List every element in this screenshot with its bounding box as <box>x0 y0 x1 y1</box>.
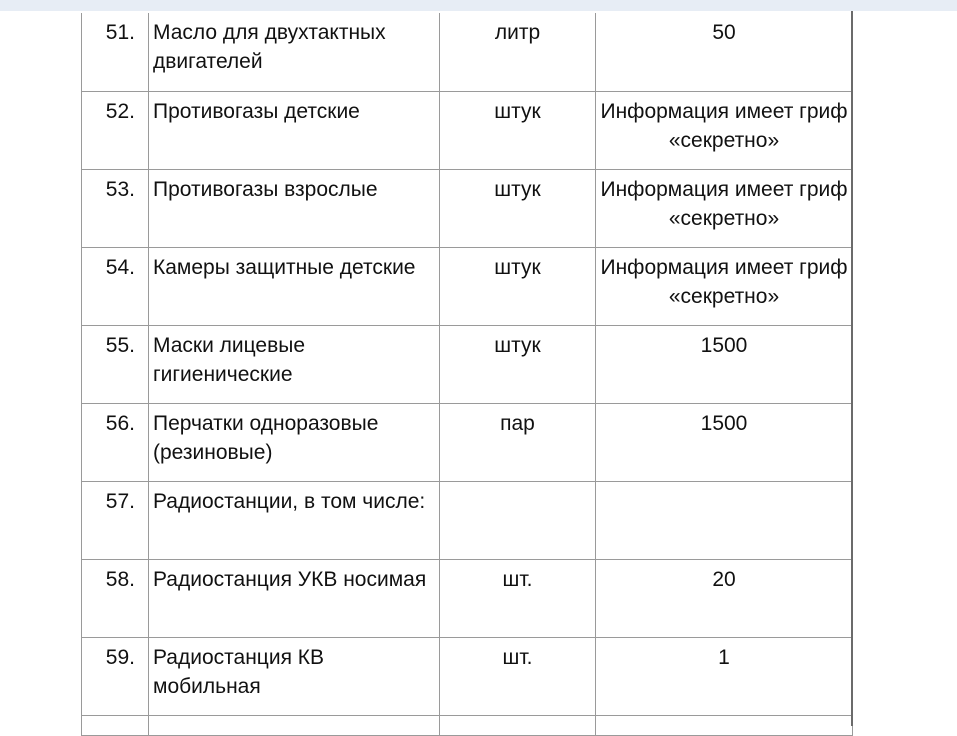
table-row <box>82 247 853 325</box>
row-number: 54. <box>82 247 149 325</box>
table-row <box>82 13 853 91</box>
item-unit: штук <box>440 169 596 247</box>
item-quantity <box>596 481 853 559</box>
item-name: Перчатки одноразовые (резиновые) <box>149 403 440 481</box>
item-unit: шт. <box>440 559 596 637</box>
item-unit: литр <box>440 13 596 91</box>
item-unit: шт. <box>440 637 596 715</box>
row-number: 56. <box>82 403 149 481</box>
item-unit: штук <box>440 325 596 403</box>
inventory-table <box>81 13 853 736</box>
item-name: Противогазы взрослые <box>149 169 440 247</box>
table-row <box>82 637 853 715</box>
item-quantity-empty <box>596 715 853 735</box>
item-name: Радиостанции, в том числе: <box>149 481 440 559</box>
item-quantity: 1500 <box>596 403 853 481</box>
item-quantity: 1500 <box>596 325 853 403</box>
row-number: 53. <box>82 169 149 247</box>
item-quantity: Информация имеет гриф «секретно» <box>596 91 853 169</box>
table-row <box>82 403 853 481</box>
item-unit-empty <box>440 715 596 735</box>
table-row <box>82 91 853 169</box>
item-name: Радиостанция УКВ носимая <box>149 559 440 637</box>
document-page[interactable] <box>0 11 957 726</box>
table-row <box>82 481 853 559</box>
row-number: 58. <box>82 559 149 637</box>
row-number-empty <box>82 715 149 735</box>
row-number: 51. <box>82 13 149 91</box>
item-quantity: Информация имеет гриф «секретно» <box>596 247 853 325</box>
table-row <box>82 169 853 247</box>
item-name: Камеры защитные детские <box>149 247 440 325</box>
item-unit: пар <box>440 403 596 481</box>
item-name: Радиостанция КВ мобильная <box>149 637 440 715</box>
item-name: Масло для двухтактных двигателей <box>149 13 440 91</box>
item-unit <box>440 481 596 559</box>
row-number: 59. <box>82 637 149 715</box>
item-name: Противогазы детские <box>149 91 440 169</box>
item-unit: штук <box>440 91 596 169</box>
item-quantity: 1 <box>596 637 853 715</box>
item-name: Маски лицевые гигиенические <box>149 325 440 403</box>
viewer-top-strip <box>0 0 957 11</box>
item-unit: штук <box>440 247 596 325</box>
table-row <box>82 559 853 637</box>
row-number: 55. <box>82 325 149 403</box>
table-row <box>82 325 853 403</box>
item-name-empty <box>149 715 440 735</box>
item-quantity: 50 <box>596 13 853 91</box>
row-number: 52. <box>82 91 149 169</box>
page-edge-shadow <box>851 11 853 726</box>
table-row-partial <box>82 715 853 735</box>
item-quantity: Информация имеет гриф «секретно» <box>596 169 853 247</box>
item-quantity: 20 <box>596 559 853 637</box>
row-number: 57. <box>82 481 149 559</box>
